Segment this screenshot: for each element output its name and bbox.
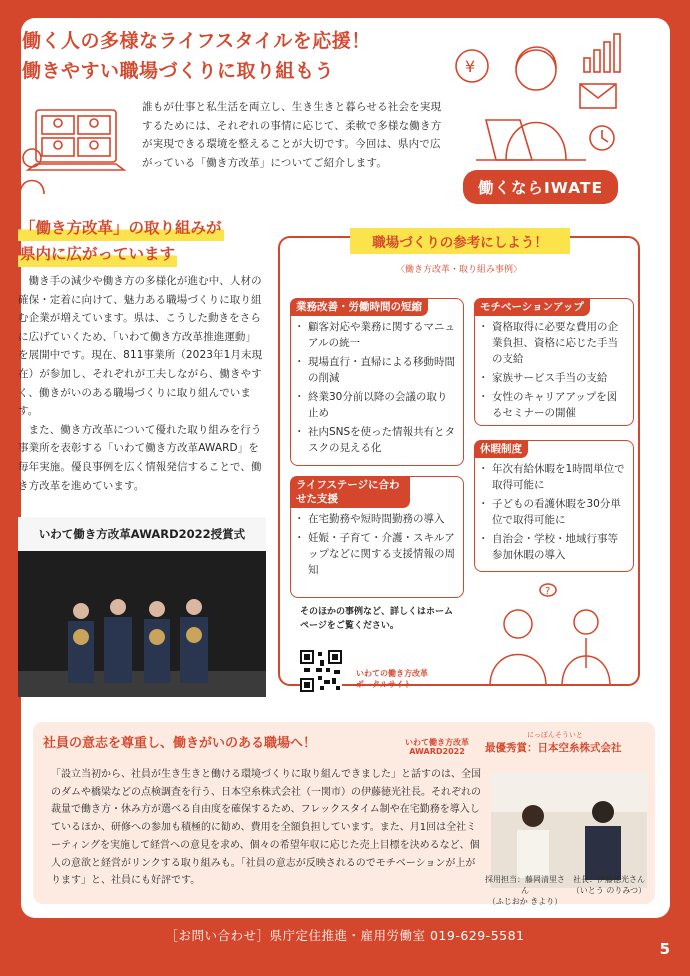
category-work-efficiency: [290, 298, 464, 466]
left-body: [18, 272, 266, 495]
category-title: 休暇制度: [474, 440, 528, 458]
award-small-line-1: いわて働き方改革: [405, 738, 469, 747]
left-title-line-2: 県内に広がっています: [18, 241, 177, 267]
caption-recruiter-reading: （ふじおか きより）: [487, 897, 563, 906]
header-line-1: 働く人の多様なライフスタイルを応援！: [22, 30, 371, 52]
photo-title: いわて働き方改革AWARD2022授賞式: [18, 517, 266, 551]
left-section-title: [18, 215, 268, 267]
conversation-illustration: [470, 578, 640, 688]
award-label: 最優秀賞：日本空糸株式会社: [485, 742, 622, 754]
reference-subtitle: 〈働き方改革・取り組み事例〉: [395, 265, 522, 275]
award-small-line-2: AWARD2022: [409, 747, 465, 756]
list-item: ・ 資格取得に必要な費用の企業負担、資格に応じた手当の支給: [481, 319, 627, 367]
caption-recruiter: [485, 874, 565, 907]
list-item: ・ 自治会・学校・地域行事等参加休暇の導入: [481, 531, 627, 563]
category-leave-system: [474, 440, 634, 572]
video-meeting-illustration: [18, 100, 130, 196]
qr-code-icon[interactable]: [300, 650, 342, 692]
caption-president: [569, 874, 649, 896]
left-paragraph-2: また、働き方改革について優れた取り組みを行う事業所を表彰する「いわて働き方改革AWARD」を毎年実施。優良事例を広く情報発信することで、働き方改革を進めています。: [18, 423, 262, 492]
svg-text:¥: ¥: [465, 57, 476, 76]
list-item: ・ 年次有給休暇を1時間単位で取得可能に: [481, 461, 627, 493]
category-motivation: [474, 298, 634, 426]
award-section-title: 社員の意志を尊重し、働きがいのある職場へ！: [43, 736, 317, 751]
caption-president-name: 社長：伊藤徳光さん: [573, 875, 645, 884]
list-item: ・ 妊娠・子育て・介護・スキルアップなどに関する支援情報の周知: [297, 530, 457, 578]
more-info-text: そのほかの事例など、詳しくはホームページをご覧ください。: [300, 607, 454, 631]
staff-photo-image: [491, 772, 647, 888]
left-paragraph-1: 働き手の減少や働き方の多様化が進む中、人材の確保・定着に向けて、魅力ある職場づくりに取り組む企業が増えています。県は、こうした動きをさらに広げていくため、「いわて働き方改革推進運動」を展開中です。現在、811事業所（2023年1月末現在）が参加し、それぞれが工夫しながら、働きやすく、働きがいのある職場づくりに取り組んでいます。: [18, 275, 263, 418]
contact-footer: ［お問い合わせ］県庁定住推進・雇用労働室 019-629-5581: [165, 928, 525, 943]
list-item: ・ 終業30分前以降の会議の取り止め: [297, 389, 457, 421]
portal-line-1: いわての働き方改革: [356, 669, 428, 678]
staff-photo: [491, 772, 647, 888]
svg-text:?: ?: [545, 586, 551, 597]
list-item: ・ 子どもの看護休暇を30分単位で取得可能に: [481, 496, 627, 528]
award-small-label: [405, 738, 469, 756]
page-header: [22, 26, 442, 86]
list-item: ・ 顧客対応や業務に関するマニュアルの統一: [297, 319, 457, 351]
worker-illustration: [446, 20, 626, 190]
category-life-stage: [290, 476, 464, 598]
list-item: ・ 社内SNSを使った情報共有とタスクの見える化: [297, 424, 457, 456]
portal-link[interactable]: [356, 668, 428, 690]
list-item: ・ 女性のキャリアアップを図るセミナーの開催: [481, 389, 627, 421]
award-body: 「設立当初から、社員が生き生きと働ける環境づくりに取り組んできました」と話すのは、全国のダムや橋梁などの点検調査を行う、日本空糸株式会社（一関市）の伊藤徳光社長。それぞれの裁量で働き方・休み方が選べる自由度を確保するため、フレックスタイム制や在宅勤務を導入しているほか、研修への参加も積極的に勧め、費用を全額負担しています。また、月1回は全社ミーティングを実施して経営への意見を求め、個々の希望年収に応じた売上目標を決めるなど、個人の意欲と経営がリンクする取り組みも。「社員の意志が反映されるのでモチベーションが上がります」と、社員にも好評です。: [51, 769, 481, 887]
caption-president-reading: （いとう のりみつ）: [571, 886, 647, 895]
reference-title: 職場づくりの参考にしよう！: [350, 228, 570, 254]
header-line-2: 働きやすい職場づくりに取り組もう: [22, 60, 335, 82]
category-title: 業務改善・労働時間の短縮: [290, 298, 428, 316]
left-title-line-1: 「働き方改革」の取り組みが: [18, 215, 224, 241]
intro-text: 誰もが仕事と私生活を両立し、生き生きと暮らせる社会を実現するためには、それぞれの事情に応じて、柔軟で多様な働き方が実現できる環境を整えることが大切です。今回は、県内で広がっている「働き方改革」についてご紹介します。: [142, 101, 442, 169]
list-item: ・ 家族サービス手当の支給: [481, 370, 627, 386]
award-ruby: にっぽんそういと: [527, 731, 583, 739]
category-title: モチベーションアップ: [474, 298, 590, 316]
award-ceremony-photo: [18, 517, 266, 697]
page-number: 5: [659, 940, 670, 958]
ceremony-people-image: [18, 551, 266, 697]
list-item: ・ 在宅勤務や短時間勤務の導入: [297, 511, 457, 527]
iwate-badge: 働くならIWATE: [463, 170, 618, 204]
category-title: ライフステージに合わせた支援: [290, 476, 410, 508]
award-section: [33, 722, 655, 904]
list-item: ・ 現場直行・直帰による移動時間の削減: [297, 354, 457, 386]
portal-line-2: ポータルサイト: [356, 680, 412, 689]
caption-recruiter-name: 採用担当：藤岡清里さん: [485, 875, 565, 895]
